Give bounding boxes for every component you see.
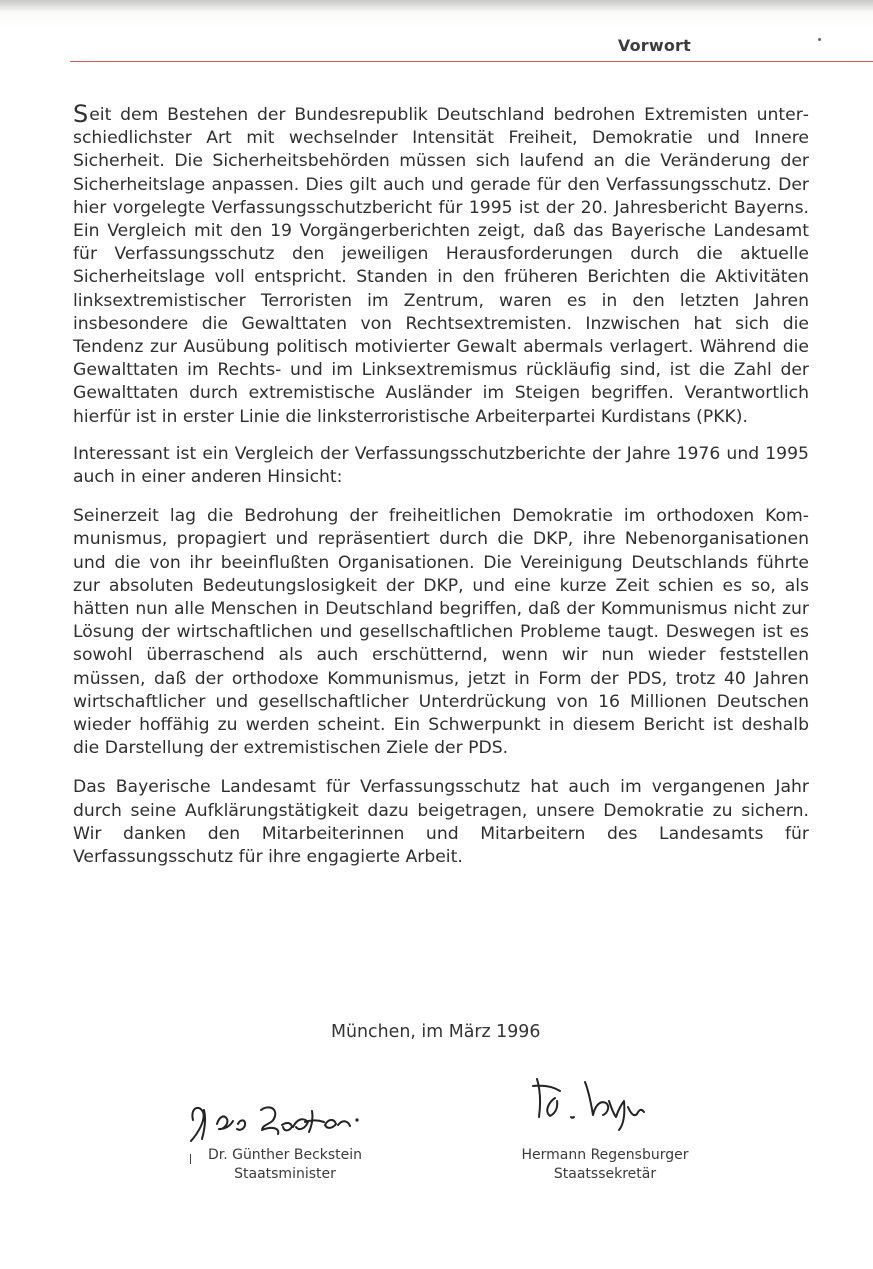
scan-speck — [818, 38, 821, 41]
paragraph-2: Interessant ist ein Vergleich der Verfassungsschutzberichte der Jahre 1976 und 1995 auch in einer anderen Hinsicht: — [73, 443, 809, 488]
signatory-name-left: Dr. Günther Beckstein — [207, 1147, 363, 1163]
handwritten-signature-icon — [175, 1098, 395, 1146]
signatory-role-left: Staatsminister — [234, 1166, 336, 1182]
paragraph-4: Das Bayerische Landesamt für Verfassungsschutz hat auch im vergangenen Jahr durch seine Aufklärungstätigkeit dazu beigetragen, unsere Demokratie zu sichern. Wir danken den Mitarbeiterinnen und Mitarbeitern des Landesamts für Verfassungsschutz für ihre engagierte Arbeit. — [73, 777, 809, 868]
drop-cap: S — [73, 100, 89, 128]
paragraph-3: Seinerzeit lag die Bedrohung der freiheitlichen Demokratie im orthodoxen Kommunismus, propagiert und repräsentiert durch die DKP, ihre Nebenorganisationen und die von ihr beeinflußten Organisationen. Die Vereinigung Deutschlands führte zur absoluten Bedeutungslosigkeit der DKP, und eine kurze Zeit schien es so, als hätten nun alle Menschen in Deutschland begriffen, daß der Kommunismus nicht zur Lösung der wirtschaftlichen und gesellschaftlichen Probleme taugt. Deswegen ist es sowohl überraschend als auch erschütternd, wenn wir nun wieder feststellen müssen, daß der orthodoxe Kommunismus, jetzt in Form der PDS, trotz 40 Jahren wirtschaftlicher und gesellschaftlicher Unterdrückung von 16 Millionen Deutschen wieder hoffähig zu werden scheint. Ein Schwerpunkt in diesem Bericht ist deshalb die Darstellung der extremistischen Ziele der PDS. — [73, 506, 809, 759]
header-rule — [70, 61, 873, 62]
top-shadow — [0, 0, 873, 12]
page-title: Vorwort — [617, 36, 691, 55]
place-date: München, im März 1996 — [331, 1022, 541, 1042]
signatory-name-right: Hermann Regensburger — [521, 1147, 689, 1163]
signature-stroke-mark — [190, 1154, 191, 1164]
preface-body — [73, 102, 809, 885]
handwritten-signature-icon — [505, 1068, 705, 1146]
paragraph-text: eit dem Bestehen der Bundesrepublik Deutschland bedrohen Extremisten unterschiedlichster Art mit wechselnder Intensität Freiheit, Demokratie und Innere Sicherheit. Die Sicherheitsbehörden müssen sich laufend an die Veränderung der Sicherheitslage anpassen. Dies gilt auch und gerade für den Verfassungsschutz. Der hier vorgelegte Verfassungsschutzbericht für 1995 ist der 20. Jahresbericht Bayerns. Ein Vergleich mit den 19 Vorgängerberichten zeigt, daß das Bayerische Landesamt für Verfassungsschutz den jeweiligen Herausforderungen durch die aktuelle Sicherheitslage voll entspricht. Standen in den früheren Berichten die Aktivitäten linksextremistischer Terroristen im Zentrum, waren es in den letzten Jahren insbesondere die Gewalttaten von Rechtsextremisten. Inzwischen hat sich die Tendenz zur Ausübung politisch motivierter Gewalt abermals verlagert. Während die Gewalttaten im Rechts- und im Linksextremismus rückläufig sind, ist die Zahl der Gewalttaten durch extremistische Ausländer im Steigen begriffen. Verantwortlich hierfür ist in erster Linie die linksterroristische Arbeiterpartei Kurdistans (PKK). — [73, 105, 809, 427]
signature-block-right — [490, 1068, 720, 1184]
signatory-role-right: Staatssekretär — [553, 1166, 657, 1182]
signature-block-left — [170, 1098, 400, 1184]
paragraph-1 — [73, 102, 809, 429]
